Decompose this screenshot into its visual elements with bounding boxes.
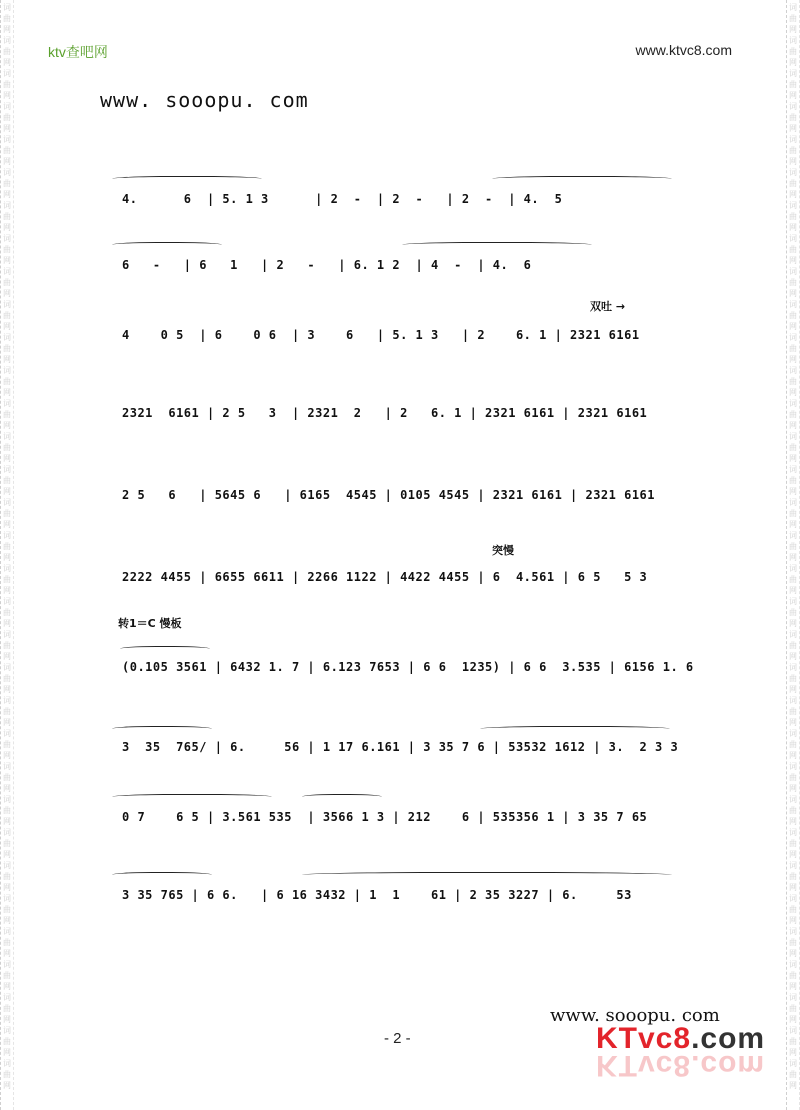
- watermark-char: 曲: [789, 476, 797, 485]
- watermark-char: 词: [789, 498, 797, 507]
- score-line-notes: 2 5 6 | 5645 6 | 6165 4545 | 0105 4545 | 2321 6161 | 2321 6161: [122, 488, 655, 502]
- watermark-char: 网: [3, 1081, 11, 1090]
- watermark-char: 曲: [789, 146, 797, 155]
- watermark-char: 曲: [789, 509, 797, 518]
- watermark-char: 网: [3, 58, 11, 67]
- watermark-char: 网: [3, 784, 11, 793]
- slur: [112, 176, 262, 183]
- watermark-char: 网: [789, 58, 797, 67]
- watermark-char: 曲: [789, 1037, 797, 1046]
- watermark-char: 词: [3, 993, 11, 1002]
- watermark-char: 词: [789, 300, 797, 309]
- slur: [112, 794, 272, 801]
- watermark-char: 网: [3, 850, 11, 859]
- watermark-char: 曲: [789, 707, 797, 716]
- watermark-char: 曲: [3, 740, 11, 749]
- watermark-char: 曲: [3, 509, 11, 518]
- watermark-char: 曲: [3, 80, 11, 89]
- watermark-char: 词: [3, 432, 11, 441]
- score-line: [112, 790, 682, 830]
- watermark-char: 词: [789, 465, 797, 474]
- watermark-char: 曲: [789, 212, 797, 221]
- watermark-char: 曲: [3, 278, 11, 287]
- watermark-char: 曲: [789, 80, 797, 89]
- score-line-notes: (0.105 3561 | 6432 1. 7 | 6.123 7653 | 6 6 1235) | 6 6 3.535 | 6156 1. 6: [122, 660, 694, 674]
- slur: [120, 646, 210, 653]
- watermark-char: 网: [3, 751, 11, 760]
- watermark-char: 网: [789, 619, 797, 628]
- watermark-char: 词: [3, 135, 11, 144]
- watermark-char: 曲: [789, 377, 797, 386]
- watermark-char: 网: [3, 817, 11, 826]
- watermark-char: 曲: [789, 839, 797, 848]
- watermark-char: 曲: [789, 674, 797, 683]
- score-line-notes: 2321 6161 | 2 5 3 | 2321 2 | 2 6. 1 | 2321 6161 | 2321 6161: [122, 406, 648, 420]
- watermark-char: 网: [789, 355, 797, 364]
- watermark-char: 网: [3, 256, 11, 265]
- watermark-char: 网: [3, 520, 11, 529]
- ktvc8-logo: [596, 1022, 766, 1082]
- watermark-char: 网: [3, 124, 11, 133]
- watermark-char: 网: [3, 586, 11, 595]
- score-line: [112, 868, 682, 908]
- watermark-char: 词: [3, 828, 11, 837]
- watermark-char: 网: [3, 718, 11, 727]
- watermark-char: 网: [789, 454, 797, 463]
- watermark-char: 词: [3, 498, 11, 507]
- slur: [112, 726, 212, 733]
- watermark-char: 词: [789, 267, 797, 276]
- watermark-char: 网: [789, 91, 797, 100]
- watermark-char: 网: [3, 289, 11, 298]
- watermark-char: 网: [789, 586, 797, 595]
- watermark-char: 词: [3, 465, 11, 474]
- watermark-char: 曲: [789, 905, 797, 914]
- watermark-char: 词: [3, 102, 11, 111]
- watermark-char: 曲: [3, 146, 11, 155]
- watermark-char: 曲: [789, 113, 797, 122]
- site-url-bottom: www. sooopu. com: [550, 1005, 720, 1026]
- watermark-char: 网: [789, 256, 797, 265]
- watermark-char: 曲: [3, 377, 11, 386]
- score-line-notes: 4. 6 | 5. 1 3 | 2 - | 2 - | 2 - | 4. 5: [122, 192, 563, 206]
- watermark-char: 曲: [789, 740, 797, 749]
- header-right-text: www.ktvc8.com: [635, 42, 732, 58]
- watermark-char: 网: [3, 1048, 11, 1057]
- watermark-char: 曲: [789, 872, 797, 881]
- watermark-char: 曲: [789, 443, 797, 452]
- slur: [302, 872, 672, 879]
- watermark-char: 词: [3, 333, 11, 342]
- watermark-char: 曲: [3, 575, 11, 584]
- watermark-char: 词: [789, 663, 797, 672]
- watermark-char: 词: [789, 993, 797, 1002]
- watermark-char: 网: [3, 25, 11, 34]
- watermark-char: 网: [3, 421, 11, 430]
- watermark-char: 曲: [3, 410, 11, 419]
- watermark-char: 网: [789, 652, 797, 661]
- watermark-char: 网: [789, 916, 797, 925]
- watermark-char: 曲: [3, 773, 11, 782]
- watermark-char: 曲: [789, 311, 797, 320]
- watermark-char: 曲: [3, 1070, 11, 1079]
- watermark-char: 网: [3, 223, 11, 232]
- watermark-char: 曲: [3, 113, 11, 122]
- watermark-char: 词: [789, 69, 797, 78]
- watermark-char: 网: [789, 751, 797, 760]
- watermark-char: 网: [789, 124, 797, 133]
- watermark-char: 网: [3, 619, 11, 628]
- watermark-char: 词: [3, 531, 11, 540]
- watermark-char: 曲: [3, 344, 11, 353]
- watermark-char: 曲: [789, 278, 797, 287]
- watermark-char: 词: [789, 696, 797, 705]
- watermark-char: 曲: [3, 806, 11, 815]
- watermark-char: 曲: [789, 641, 797, 650]
- watermark-char: 词: [789, 795, 797, 804]
- watermark-char: 曲: [3, 641, 11, 650]
- watermark-char: 网: [3, 685, 11, 694]
- watermark-char: 网: [789, 718, 797, 727]
- score-line: [112, 468, 682, 508]
- watermark-char: 曲: [789, 608, 797, 617]
- double-tongue-mark: 双吐 →: [590, 300, 626, 313]
- watermark-char: 网: [789, 223, 797, 232]
- watermark-char: 网: [789, 817, 797, 826]
- watermark-char: 词: [3, 762, 11, 771]
- watermark-char: 词: [789, 432, 797, 441]
- watermark-char: 词: [3, 630, 11, 639]
- watermark-char: 词: [3, 861, 11, 870]
- watermark-char: 曲: [3, 938, 11, 947]
- watermark-char: 词: [789, 960, 797, 969]
- watermark-char: 词: [3, 894, 11, 903]
- watermark-char: 词: [3, 597, 11, 606]
- watermark-char: 曲: [789, 245, 797, 254]
- page-number: - 2 -: [384, 1030, 411, 1047]
- watermark-char: 词: [789, 1026, 797, 1035]
- watermark-char: 网: [3, 916, 11, 925]
- watermark-char: 曲: [3, 476, 11, 485]
- watermark-char: 网: [789, 1081, 797, 1090]
- watermark-char: 词: [789, 333, 797, 342]
- slur: [402, 242, 592, 249]
- watermark-char: 曲: [3, 245, 11, 254]
- watermark-char: 词: [3, 663, 11, 672]
- watermark-char: 曲: [3, 1037, 11, 1046]
- watermark-char: 词: [3, 960, 11, 969]
- watermark-char: 曲: [3, 542, 11, 551]
- watermark-char: 词: [789, 828, 797, 837]
- watermark-char: 词: [3, 3, 11, 12]
- watermark-char: 曲: [3, 443, 11, 452]
- watermark-char: 网: [3, 982, 11, 991]
- watermark-char: 网: [789, 322, 797, 331]
- left-watermark-strip: [0, 0, 14, 1110]
- score-line: [112, 386, 682, 426]
- watermark-char: 曲: [3, 1004, 11, 1013]
- score-line: [112, 720, 682, 760]
- score-line: [112, 172, 682, 212]
- watermark-char: 网: [789, 190, 797, 199]
- watermark-char: 词: [3, 564, 11, 573]
- watermark-char: 词: [789, 3, 797, 12]
- watermark-char: 曲: [3, 839, 11, 848]
- watermark-char: 词: [3, 366, 11, 375]
- watermark-char: 词: [3, 36, 11, 45]
- slur: [302, 794, 382, 801]
- score-line-notes: 4 0 5 | 6 0 6 | 3 6 | 5. 1 3 | 2 6. 1 | 2321 6161: [122, 328, 640, 342]
- watermark-char: 网: [789, 289, 797, 298]
- watermark-char: 曲: [789, 344, 797, 353]
- watermark-char: 曲: [3, 674, 11, 683]
- watermark-char: 网: [789, 685, 797, 694]
- watermark-char: 词: [789, 201, 797, 210]
- site-url-top: www. sooopu. com: [100, 88, 309, 112]
- watermark-char: 网: [789, 784, 797, 793]
- slur: [492, 176, 672, 183]
- score-line-notes: 2222 4455 | 6655 6611 | 2266 1122 | 4422 4455 | 6 4.561 | 6 5 5 3: [122, 570, 648, 584]
- watermark-char: 曲: [3, 179, 11, 188]
- watermark-char: 网: [789, 487, 797, 496]
- score-line: [112, 238, 682, 278]
- watermark-char: 曲: [789, 179, 797, 188]
- score-line-notes: 6 - | 6 1 | 2 - | 6. 1 2 | 4 - | 4. 6: [122, 258, 532, 272]
- score-line-notes: 3 35 765/ | 6. 56 | 1 17 6.161 | 3 35 7 6 | 53532 1612 | 3. 2 3 3: [122, 740, 679, 754]
- watermark-char: 词: [3, 729, 11, 738]
- watermark-char: 网: [3, 652, 11, 661]
- watermark-char: 曲: [3, 608, 11, 617]
- watermark-char: 曲: [789, 938, 797, 947]
- watermark-char: 曲: [3, 971, 11, 980]
- watermark-char: 网: [3, 454, 11, 463]
- watermark-char: 曲: [789, 773, 797, 782]
- watermark-char: 网: [789, 883, 797, 892]
- watermark-char: 网: [789, 520, 797, 529]
- watermark-char: 词: [3, 1026, 11, 1035]
- watermark-char: 曲: [3, 707, 11, 716]
- watermark-char: 曲: [3, 212, 11, 221]
- watermark-char: 曲: [789, 971, 797, 980]
- watermark-char: 词: [789, 861, 797, 870]
- watermark-char: 词: [3, 795, 11, 804]
- watermark-char: 网: [3, 487, 11, 496]
- key-change-label: 转1＝C 慢板: [118, 617, 182, 630]
- watermark-char: 曲: [789, 14, 797, 23]
- watermark-char: 词: [789, 234, 797, 243]
- watermark-char: 网: [789, 553, 797, 562]
- watermark-char: 网: [3, 883, 11, 892]
- watermark-char: 网: [789, 850, 797, 859]
- watermark-char: 网: [789, 25, 797, 34]
- watermark-char: 词: [3, 201, 11, 210]
- score-line: [112, 640, 694, 680]
- watermark-char: 词: [789, 927, 797, 936]
- watermark-char: 网: [789, 157, 797, 166]
- watermark-char: 曲: [789, 575, 797, 584]
- right-watermark-strip: [786, 0, 800, 1110]
- watermark-char: 网: [789, 421, 797, 430]
- logo-reflection: KTvc8.com: [596, 1049, 766, 1082]
- watermark-char: 曲: [789, 410, 797, 419]
- watermark-char: 曲: [789, 542, 797, 551]
- watermark-char: 网: [3, 553, 11, 562]
- watermark-char: 曲: [3, 14, 11, 23]
- watermark-char: 词: [789, 597, 797, 606]
- slur: [112, 242, 222, 249]
- watermark-char: 曲: [3, 311, 11, 320]
- watermark-char: 网: [3, 322, 11, 331]
- watermark-char: 词: [789, 762, 797, 771]
- watermark-char: 词: [3, 399, 11, 408]
- watermark-char: 词: [789, 729, 797, 738]
- watermark-char: 词: [789, 564, 797, 573]
- watermark-char: 词: [3, 696, 11, 705]
- watermark-char: 词: [789, 102, 797, 111]
- watermark-char: 网: [3, 190, 11, 199]
- watermark-char: 词: [789, 168, 797, 177]
- score-line-notes: 0 7 6 5 | 3.561 535 | 3566 1 3 | 212 6 | 535356 1 | 3 35 7 65: [122, 810, 648, 824]
- watermark-char: 词: [3, 300, 11, 309]
- watermark-char: 网: [3, 157, 11, 166]
- watermark-char: 网: [789, 982, 797, 991]
- tempo-mark: 突慢: [492, 544, 514, 557]
- watermark-char: 曲: [789, 1004, 797, 1013]
- watermark-char: 词: [3, 234, 11, 243]
- watermark-char: 网: [3, 388, 11, 397]
- watermark-char: 网: [789, 1048, 797, 1057]
- watermark-char: 曲: [789, 47, 797, 56]
- watermark-char: 词: [3, 168, 11, 177]
- watermark-char: 网: [3, 1015, 11, 1024]
- watermark-char: 曲: [3, 47, 11, 56]
- watermark-char: 曲: [789, 1070, 797, 1079]
- watermark-char: 曲: [789, 806, 797, 815]
- watermark-char: 词: [789, 366, 797, 375]
- watermark-char: 词: [789, 1059, 797, 1068]
- watermark-char: 词: [3, 1059, 11, 1068]
- watermark-char: 词: [3, 267, 11, 276]
- score-line: [112, 300, 682, 348]
- watermark-char: 网: [3, 949, 11, 958]
- score-line: [112, 544, 682, 590]
- watermark-char: 词: [789, 399, 797, 408]
- watermark-char: 词: [789, 135, 797, 144]
- watermark-char: 曲: [3, 905, 11, 914]
- watermark-char: 词: [789, 531, 797, 540]
- watermark-char: 词: [3, 69, 11, 78]
- watermark-char: 词: [789, 630, 797, 639]
- watermark-char: 词: [789, 36, 797, 45]
- header-left-text: ktv查吧网: [48, 44, 108, 60]
- watermark-char: 词: [789, 894, 797, 903]
- score-line-notes: 3 35 765 | 6 6. | 6 16 3432 | 1 1 61 | 2 35 3227 | 6. 53: [122, 888, 632, 902]
- watermark-char: 网: [3, 355, 11, 364]
- watermark-char: 曲: [3, 872, 11, 881]
- watermark-char: 网: [789, 388, 797, 397]
- watermark-char: 词: [3, 927, 11, 936]
- logo-text: KTvc8.com: [596, 1022, 766, 1055]
- slur: [112, 872, 212, 879]
- slur: [480, 726, 670, 733]
- watermark-char: 网: [789, 949, 797, 958]
- watermark-char: 网: [3, 91, 11, 100]
- watermark-char: 网: [789, 1015, 797, 1024]
